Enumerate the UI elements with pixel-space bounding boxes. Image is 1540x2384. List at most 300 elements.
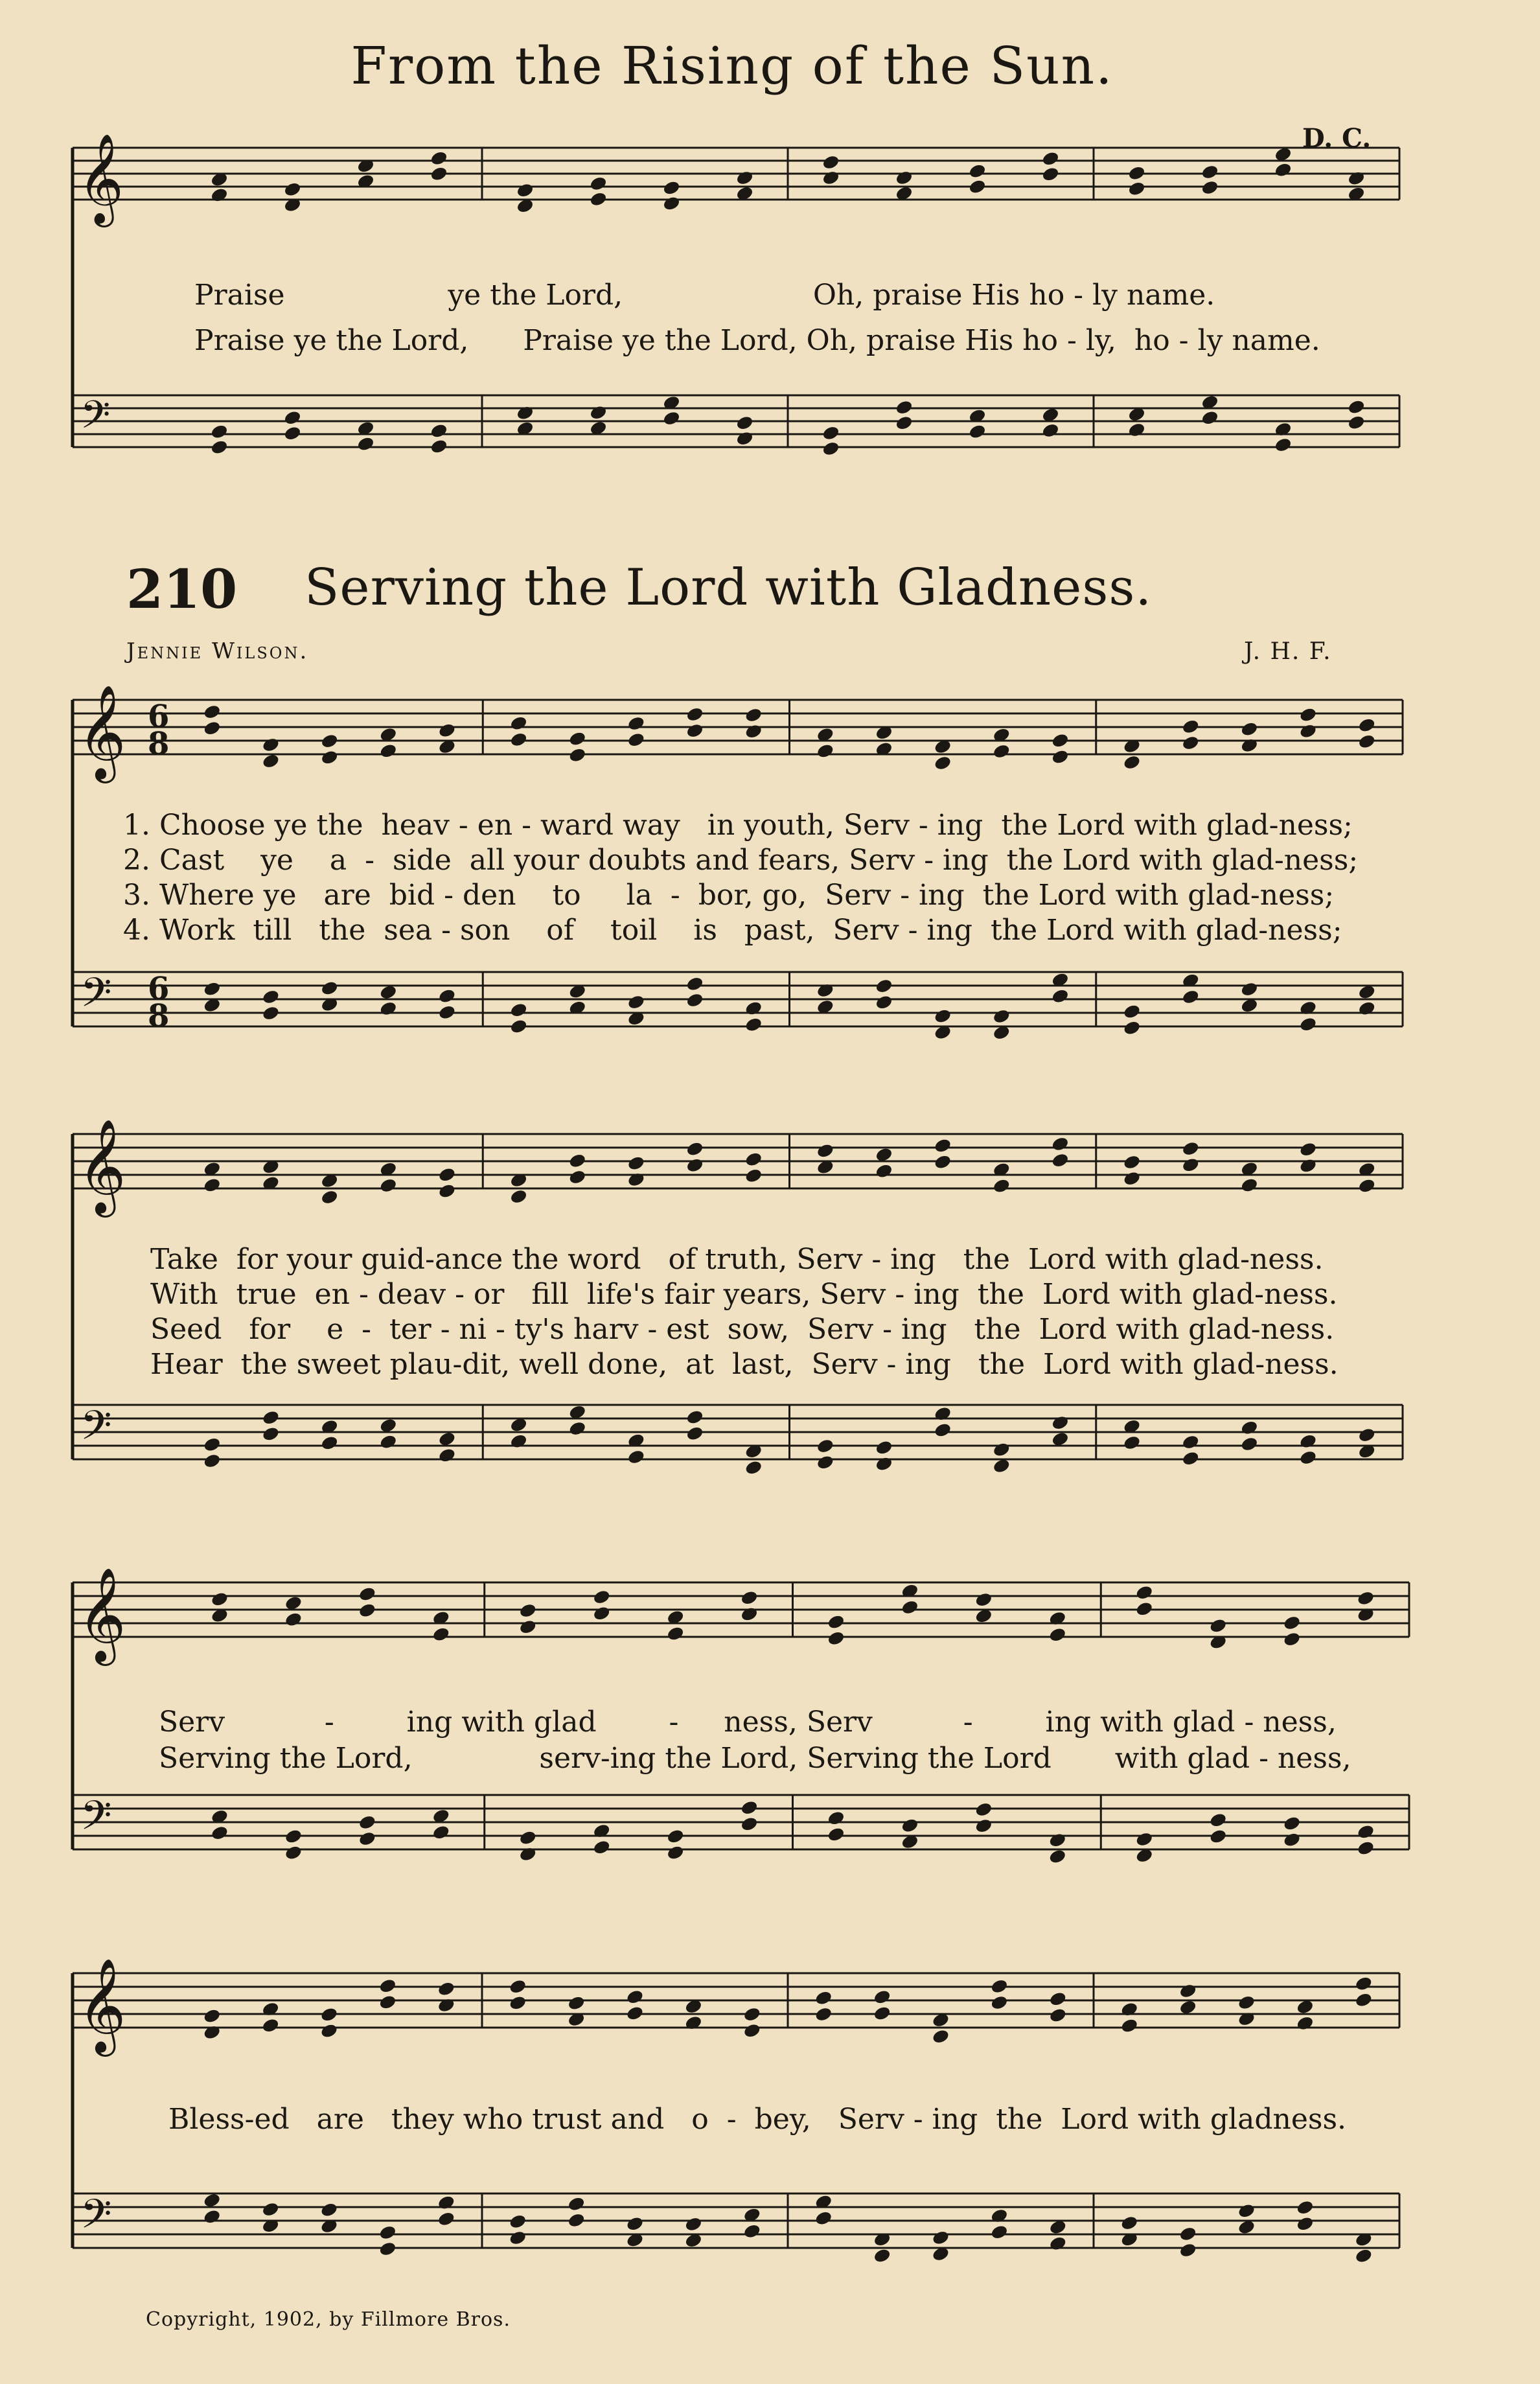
note-head: [509, 2230, 527, 2247]
note-head: [283, 181, 302, 198]
note-head: [518, 1829, 537, 1846]
note-head: [430, 150, 448, 167]
note-head: [744, 1000, 763, 1017]
note-head: [1299, 1450, 1318, 1466]
note-head: [1354, 2247, 1373, 2264]
note-head: [1127, 422, 1146, 439]
note-head: [1357, 1177, 1376, 1194]
note-head: [1209, 1812, 1228, 1829]
note-head: [744, 1459, 763, 1476]
note-head: [1120, 2001, 1139, 2018]
chorus-line-1-alto: Serving the Lord, serv-ing the Lord, Serving the Lord with glad - ness,: [159, 1742, 1351, 1775]
note-head: [1051, 1415, 1070, 1431]
note-head: [1201, 410, 1219, 426]
note-head: [990, 2224, 1009, 2241]
note-head: [320, 1189, 339, 1206]
note-head: [379, 1433, 398, 1450]
note-head: [358, 1586, 376, 1603]
note-head: [1181, 1434, 1200, 1451]
note-head: [742, 2006, 761, 2023]
note-head: [203, 2024, 222, 2041]
note-head: [816, 1438, 834, 1455]
note-head: [822, 441, 840, 457]
note-head: [203, 2208, 222, 2225]
note-head: [1181, 1140, 1200, 1157]
note-head: [589, 176, 608, 192]
note-head: [1127, 180, 1146, 197]
note-head: [1299, 1433, 1318, 1450]
note-head: [203, 2008, 222, 2024]
note-head: [934, 1406, 952, 1422]
note-head: [437, 1166, 456, 1183]
note-head: [1051, 732, 1070, 749]
note-head: [568, 1153, 587, 1170]
note-head: [1120, 2017, 1139, 2034]
note-head: [1048, 1991, 1067, 2008]
note-head: [1283, 1615, 1302, 1632]
note-head: [1237, 2203, 1256, 2219]
note-head: [567, 2212, 586, 2229]
note-head: [822, 154, 840, 171]
note-head: [203, 980, 222, 997]
note-head: [1127, 165, 1146, 181]
note-head: [320, 733, 339, 750]
note-head: [992, 743, 1011, 760]
note-head: [1347, 414, 1366, 431]
note-head: [742, 2223, 761, 2239]
note-head: [203, 1437, 222, 1453]
note-head: [974, 1801, 993, 1818]
note-head: [1051, 748, 1070, 765]
note-head: [685, 706, 704, 723]
note-head: [430, 422, 448, 439]
previous-hymn-lyric-line-1: Praise ye the Lord, Oh, praise His ho - ly name.: [194, 279, 1215, 312]
note-head: [1178, 1983, 1197, 2000]
note-head: [1240, 1177, 1259, 1194]
note-head: [437, 722, 456, 739]
note-head: [518, 1846, 537, 1863]
note-head: [437, 2194, 455, 2211]
note-head: [990, 1978, 1009, 1995]
note-head: [211, 1591, 229, 1608]
note-head: [626, 732, 645, 748]
note-head: [1357, 1840, 1375, 1857]
da-capo-marking: D. C.: [1302, 123, 1372, 154]
note-head: [378, 2225, 397, 2241]
note-head: [1178, 2226, 1197, 2243]
note-head: [1048, 1610, 1067, 1627]
note-head: [320, 749, 339, 766]
note-head: [684, 2216, 703, 2233]
note-head: [626, 715, 645, 732]
note-head: [1274, 161, 1293, 178]
note-head: [814, 1989, 833, 2006]
note-head: [358, 1814, 376, 1831]
note-head: [968, 178, 987, 195]
note-head: [1357, 1000, 1376, 1017]
note-head: [626, 994, 645, 1011]
note-head: [974, 1591, 993, 1608]
note-head: [437, 1183, 456, 1199]
note-head: [1181, 735, 1200, 752]
note-head: [875, 994, 893, 1011]
note-head: [358, 1602, 376, 1619]
note-head: [873, 2247, 891, 2264]
note-head: [740, 1800, 759, 1816]
note-head: [666, 1625, 685, 1642]
note-head: [626, 1989, 645, 2006]
note-head: [684, 2015, 703, 2031]
note-head: [1048, 2235, 1067, 2252]
note-head: [1240, 981, 1259, 998]
copyright-notice: Copyright, 1902, by Fillmore Bros.: [146, 2308, 511, 2331]
note-head: [589, 404, 608, 421]
note-head: [509, 1433, 528, 1450]
note-head: [968, 423, 987, 440]
note-head: [662, 410, 681, 427]
treble-clef-icon: 𝄞: [78, 684, 126, 780]
note-head: [827, 1810, 845, 1827]
note-head: [895, 399, 914, 416]
note-head: [626, 1172, 645, 1188]
note-head: [1123, 1003, 1142, 1020]
note-head: [568, 1420, 587, 1437]
note-head: [1299, 723, 1318, 740]
note-head: [1041, 150, 1060, 167]
note-head: [430, 165, 448, 182]
note-head: [827, 1826, 845, 1843]
note-head: [320, 2201, 339, 2218]
note-head: [437, 988, 456, 1004]
note-head: [901, 1599, 919, 1616]
note-head: [1048, 1832, 1067, 1849]
note-head: [1299, 1141, 1318, 1158]
note-head: [568, 1169, 587, 1186]
note-head: [262, 1426, 281, 1442]
note-head: [1209, 1617, 1228, 1634]
note-head: [735, 430, 754, 447]
note-head: [210, 439, 229, 456]
note-head: [1123, 1435, 1142, 1452]
note-head: [934, 1153, 952, 1170]
note-head: [1296, 2015, 1315, 2032]
note-head: [1274, 437, 1293, 454]
note-head: [1237, 1995, 1256, 2011]
note-head: [1299, 1016, 1318, 1033]
note-head: [685, 1409, 704, 1426]
note-head: [744, 1016, 763, 1033]
note-head: [1240, 1420, 1259, 1437]
note-head: [1041, 422, 1060, 439]
note-head: [379, 1177, 398, 1194]
note-head: [685, 992, 704, 1009]
note-head: [1135, 1601, 1154, 1617]
note-head: [284, 1828, 303, 1845]
note-head: [626, 2216, 645, 2232]
note-head: [262, 753, 281, 770]
note-head: [1051, 1152, 1070, 1169]
note-head: [992, 1441, 1011, 1458]
note-head: [592, 1605, 611, 1622]
note-head: [437, 1980, 455, 1997]
note-head: [1181, 719, 1200, 735]
note-head: [1354, 1975, 1373, 1992]
note-head: [626, 2005, 645, 2022]
note-head: [1240, 1436, 1259, 1453]
treble-clef-icon: 𝄞: [78, 1957, 126, 2053]
note-head: [1283, 1831, 1302, 1848]
note-head: [283, 410, 302, 426]
note-head: [1299, 1157, 1318, 1174]
note-head: [1209, 1828, 1228, 1845]
note-head: [934, 1137, 952, 1154]
verse-3-line-1: 3. Where ye are bid - den to la - bor, go, Serv - ing the Lord with glad-ness;: [123, 879, 1335, 912]
note-head: [934, 1422, 952, 1439]
note-head: [992, 1008, 1011, 1025]
note-head: [744, 1168, 763, 1185]
time-signature-denominator: 8: [148, 998, 170, 1034]
note-head: [1296, 2216, 1315, 2232]
verse-2-line-2: With true en - deav - or fill life's fair years, Serv - ing the Lord with glad-ness.: [150, 1278, 1338, 1311]
note-head: [1240, 737, 1259, 754]
note-head: [203, 1177, 222, 1194]
previous-hymn-lyric-line-2: Praise ye the Lord, Praise ye the Lord, Oh, praise His ho - ly, ho - ly name.: [194, 324, 1320, 357]
note-head: [875, 978, 893, 995]
note-head: [666, 1828, 685, 1845]
note-head: [210, 423, 229, 440]
note-head: [567, 1995, 586, 2011]
note-head: [509, 1018, 528, 1035]
note-head: [284, 1611, 303, 1628]
note-head: [1181, 1450, 1200, 1467]
note-head: [358, 1831, 376, 1847]
note-head: [662, 179, 681, 196]
note-head: [1283, 1815, 1302, 1832]
time-signature-numerator: 6: [148, 699, 170, 735]
note-head: [1354, 1992, 1373, 2009]
note-head: [320, 2006, 339, 2023]
note-head: [1123, 754, 1142, 771]
note-head: [744, 723, 763, 740]
hymn-author: Jennie Wilson.: [126, 638, 309, 664]
note-head: [378, 1994, 397, 2011]
note-head: [379, 1001, 398, 1017]
note-head: [735, 170, 754, 187]
note-head: [875, 1163, 893, 1179]
note-head: [567, 2195, 586, 2212]
note-head: [932, 2028, 950, 2045]
note-head: [437, 2211, 455, 2228]
note-head: [1347, 399, 1366, 415]
note-head: [592, 1823, 611, 1840]
note-head: [827, 1630, 845, 1647]
note-head: [1357, 1590, 1375, 1607]
note-head: [626, 1155, 645, 1172]
note-head: [437, 1004, 456, 1021]
note-head: [518, 1619, 537, 1636]
note-head: [509, 1002, 528, 1019]
note-head: [895, 415, 914, 432]
note-head: [210, 187, 229, 203]
note-head: [516, 404, 534, 421]
note-head: [284, 1844, 303, 1861]
note-head: [1299, 1000, 1318, 1017]
note-head: [430, 438, 448, 455]
note-head: [1123, 1020, 1142, 1037]
note-head: [1347, 170, 1366, 187]
note-head: [875, 1439, 893, 1456]
note-head: [518, 1603, 537, 1619]
treble-clef-icon: 𝄞: [78, 133, 124, 224]
note-head: [895, 170, 914, 187]
note-head: [356, 435, 375, 452]
chorus-line-1: Serv - ing with glad - ness, Serv - ing with glad - ness,: [159, 1706, 1337, 1739]
note-head: [262, 737, 281, 754]
hymn-number: 210: [126, 559, 238, 621]
verse-1-line-1: 1. Choose ye the heav - en - ward way in youth, Serv - ing the Lord with glad-ness;: [123, 809, 1353, 842]
hymn-title: Serving the Lord with Gladness.: [305, 559, 1153, 617]
note-head: [968, 163, 987, 179]
note-head: [901, 1817, 919, 1834]
note-head: [1299, 706, 1318, 723]
note-head: [816, 1142, 834, 1159]
note-head: [816, 982, 834, 999]
note-head: [203, 704, 222, 721]
verse-4-line-2: Hear the sweet plau-dit, well done, at last, Serv - ing the Lord with glad-ness.: [150, 1348, 1339, 1381]
note-head: [203, 720, 222, 737]
time-signature-numerator: 6: [148, 971, 170, 1007]
note-head: [990, 1995, 1009, 2011]
note-head: [1048, 1848, 1067, 1865]
note-head: [1048, 1626, 1067, 1643]
note-head: [814, 2006, 833, 2023]
note-head: [509, 715, 528, 732]
note-head: [744, 707, 763, 724]
note-head: [509, 732, 528, 748]
note-head: [431, 1626, 450, 1643]
note-head: [1051, 1136, 1070, 1153]
note-head: [744, 1151, 763, 1168]
note-head: [1051, 988, 1070, 1004]
note-head: [320, 2022, 339, 2039]
note-head: [261, 2017, 280, 2034]
note-head: [742, 2022, 761, 2039]
note-head: [320, 980, 339, 997]
note-head: [1283, 1631, 1302, 1648]
note-head: [934, 755, 952, 772]
note-head: [262, 1409, 281, 1426]
verse-1-line-2: Take for your guid-ance the word of truth, Serv - ing the Lord with glad-ness.: [150, 1243, 1324, 1276]
chorus-line-2: Bless-ed are they who trust and o - bey, Serv - ing the Lord with gladness.: [168, 2103, 1347, 2136]
note-head: [261, 2001, 280, 2018]
previous-hymn-title: From the Rising of the Sun.: [351, 36, 1114, 96]
note-head: [685, 1157, 704, 1174]
note-head: [822, 425, 840, 442]
note-head: [974, 1818, 993, 1834]
note-head: [211, 1825, 229, 1842]
note-head: [568, 746, 587, 763]
verse-4-line-1: 4. Work till the sea - son of toil is past, Serv - ing the Lord with glad-ness;: [123, 914, 1342, 947]
note-head: [509, 1188, 528, 1205]
note-head: [662, 195, 681, 212]
note-head: [685, 1425, 704, 1442]
note-head: [203, 1453, 222, 1470]
note-head: [283, 425, 302, 442]
note-head: [1135, 1584, 1154, 1601]
note-head: [1201, 164, 1219, 181]
note-head: [1357, 1427, 1376, 1444]
note-head: [1123, 1154, 1142, 1171]
note-head: [431, 1824, 450, 1841]
note-head: [592, 1839, 611, 1856]
note-head: [735, 415, 754, 432]
note-head: [1357, 734, 1376, 750]
bass-clef-icon: 𝄢: [80, 392, 111, 446]
note-head: [1135, 1831, 1154, 1848]
note-head: [740, 1816, 759, 1833]
note-head: [1357, 717, 1376, 734]
note-head: [873, 2005, 891, 2022]
note-head: [1181, 989, 1200, 1006]
note-head: [1240, 721, 1259, 737]
note-head: [509, 1995, 527, 2011]
note-head: [261, 2201, 280, 2218]
note-head: [827, 1614, 845, 1630]
time-signature-denominator: 8: [148, 726, 170, 762]
verse-2-line-1: 2. Cast ye a - side all your doubts and fears, Serv - ing the Lord with glad-ness;: [123, 844, 1359, 877]
note-head: [437, 1447, 456, 1464]
note-head: [262, 989, 281, 1006]
note-head: [1120, 2215, 1139, 2232]
note-head: [685, 976, 704, 993]
note-head: [814, 2210, 833, 2227]
note-head: [1041, 166, 1060, 183]
note-head: [873, 1989, 891, 2006]
note-head: [509, 2214, 527, 2230]
note-head: [509, 1978, 527, 1995]
note-head: [875, 1455, 893, 1472]
note-head: [740, 1590, 759, 1606]
note-head: [589, 191, 608, 208]
note-head: [740, 1606, 759, 1623]
note-head: [816, 743, 834, 759]
note-head: [379, 743, 398, 759]
note-head: [1048, 2007, 1067, 2024]
note-head: [1296, 2199, 1315, 2216]
bass-clef-icon: 𝄢: [80, 2190, 112, 2248]
note-head: [378, 2241, 397, 2258]
treble-clef-icon: 𝄞: [78, 1566, 126, 1662]
note-head: [568, 730, 587, 747]
note-head: [626, 1449, 645, 1466]
note-head: [816, 1454, 834, 1471]
bass-clef-icon: 𝄢: [80, 1402, 112, 1459]
note-head: [1274, 421, 1293, 438]
hymn-composer: J. H. F.: [1244, 638, 1332, 665]
note-head: [516, 182, 534, 199]
bass-clef-icon: 𝄢: [80, 969, 112, 1026]
verse-3-line-2: Seed for e - ter - ni - ty's harv - est sow, Serv - ing the Lord with glad-ness.: [150, 1313, 1335, 1346]
note-head: [1201, 179, 1219, 196]
note-head: [822, 170, 840, 187]
note-head: [934, 1008, 952, 1024]
note-head: [1178, 2242, 1197, 2259]
note-head: [992, 1177, 1011, 1194]
note-head: [685, 1140, 704, 1157]
note-head: [666, 1844, 685, 1861]
note-head: [320, 1435, 339, 1452]
note-head: [1123, 1170, 1142, 1187]
